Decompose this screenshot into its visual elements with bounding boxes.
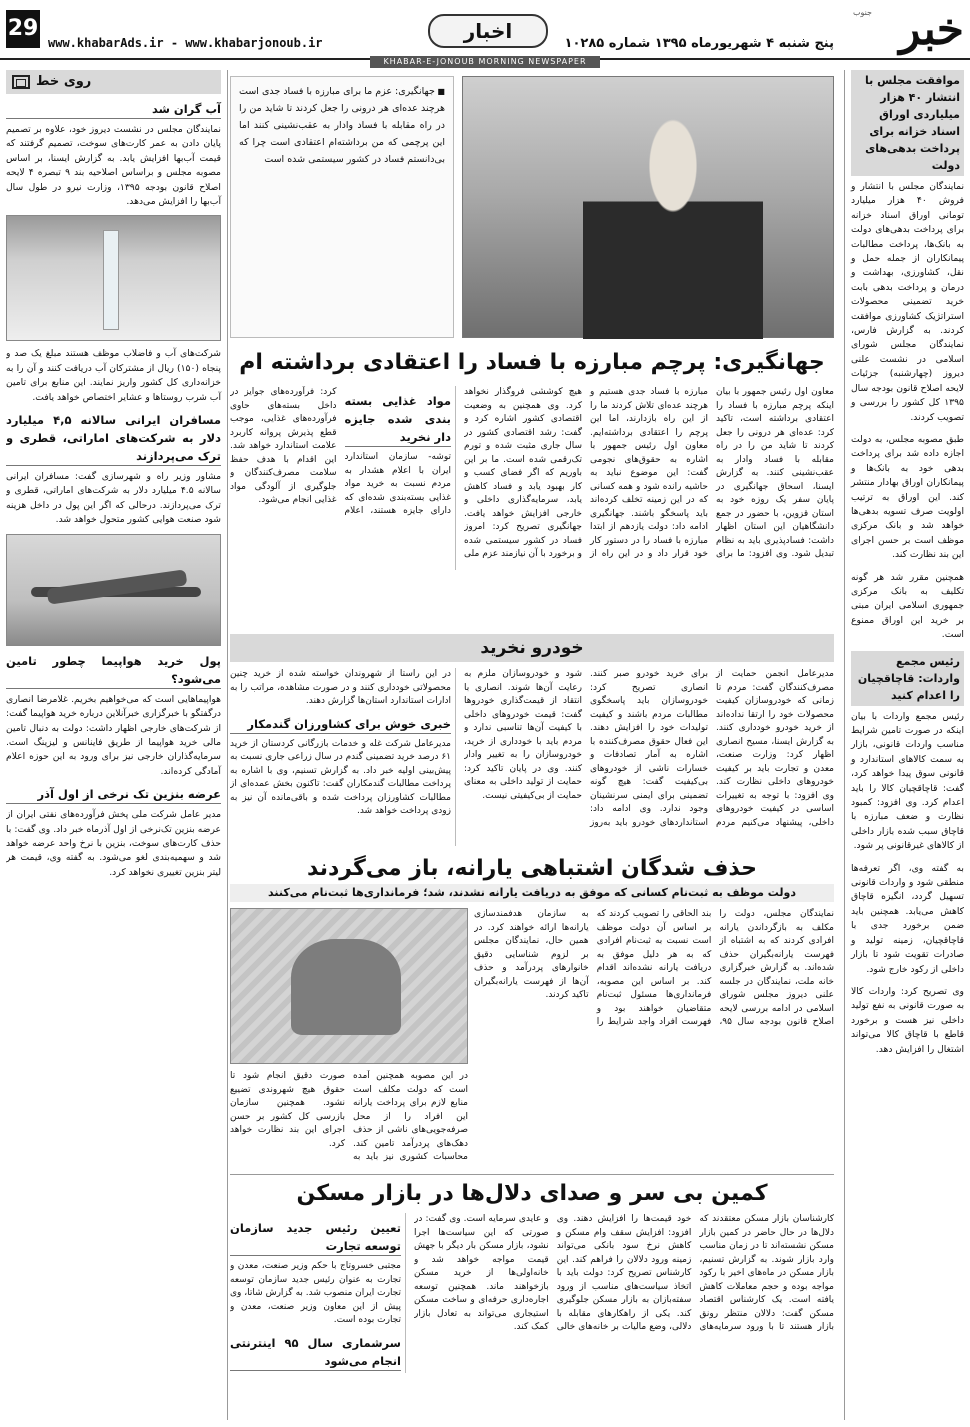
article-subheadline: دولت موظف به ثبت‌نام کسانی که موفق به دریافت یارانه نشدند، شد؛ فرمانداری‌ها ثبت‌نام می‌کنند <box>230 884 834 902</box>
article-body: مدیرعامل شرکت غله و خدمات بازرگانی کردستان از خرید ۶۱ درصد خرید تضمینی گندم در سال زراعی جاری نسبت به پیش‌بینی اولیه خبر داد. به گزارش تسنیم، وی با اشاره به پرداخت مطالبات گندمکاران گفت: تاکنون بخش عمده‌ای از مطالبات کشاورزان پرداخت شده و باقی‌مانده آن نیز به زودی پرداخت خواهد شد. <box>230 738 451 816</box>
article-body: طبق مصوبه مجلس، به دولت اجازه داده شد برای پرداخت بدهی خود به بانک‌ها و پیمانکاران اوراق بهادار منتشر کند. این اوراق به ترتیب اولویت صرف تسویه بدهی‌ها خواهد شد و بانک مرکزی موظف است بر حسن اجرای این بند نظارت کند. <box>851 433 964 561</box>
water-tap-photo[interactable] <box>6 215 221 341</box>
subsidy-photo[interactable] <box>230 908 468 1064</box>
article-body: وی تصریح کرد: واردات کالا به صورت قانونی به نفع تولید داخلی نیز هست و برخورد قاطع با قاچاق کالا می‌تواند اشتغال را افزایش دهد. <box>851 985 964 1055</box>
middle-column <box>230 70 834 1420</box>
article-headline-airlines[interactable]: مسافران ایرانی سالانه ۴,۵ میلیارد دلار به شرکت‌های اماراتی، قطری و ترک می‌پردازند <box>6 411 221 466</box>
article-headline-gasoline[interactable]: عرضه بنزین تک نرخی از اول آذر <box>6 785 221 804</box>
section-title: اخبار <box>428 14 548 48</box>
article-body: شرکت‌های آب و فاضلاب موظف هستند مبلغ یک صد و پنجاه (۱۵۰) ریال از مشترکان آب دریافت کنند و آن را به خزانه‌داری کل کشور واریز نمایند. این منابع برای تامین آب شرب روستاها و عشایر اختصاص خواهد یافت. <box>6 348 221 403</box>
article-headline-census[interactable]: سرشماری سال ۹۵ اینترنتی انجام می‌شود <box>230 1334 401 1371</box>
article-body: مدیر عامل شرکت ملی پخش فرآورده‌های نفتی ایران از عرضه بنزین تک‌نرخی از اول آذرماه خبر داد. وی گفت: با حذف کارت‌های سوخت، بنزین با نرخ واحد عرضه خواهد شد و سهمیه‌بندی لغو می‌شود. به گفته وی، قیمت هر لیتر بنزین تغییری نخواهد کرد. <box>6 809 221 878</box>
article-body: توشه- سازمان استاندارد ایران با اعلام هشدار به مردم نسبت به خرید مواد غذایی بسته‌بندی شده‌ای که دارای جایزه هستند، اعلام کرد: فرآورده‌های جوایز در داخل بسته‌های حاوی فرآورده‌های غذایی، موجب قطع پذیرش پروانه کاربرد علامت استاندارد خواهد شد. این اقدام با هدف حفظ سلامت مصرف‌کنندگان و جلوگیری از آلودگی مواد غذایی انجام می‌شود. <box>230 387 451 516</box>
article-body: به گفته وی، اگر تعرفه‌ها منطقی شود و واردات قانونی تسهیل گردد، انگیزه قاچاق کاهش می‌یابد. همچنین باید ضمن برخورد جدی با قاچاقچیان، زمینه تولید و صادرات تقویت شود تا بازار داخلی از رکود خارج شود. <box>851 862 964 975</box>
article-body: کارشناسان بازار مسکن معتقدند که دلال‌ها در حال حاضر در کمین بازار مسکن نشسته‌اند تا در زمان مناسب وارد بازار شوند. به گزارش تسنیم، بازار مسکن در ماه‌های اخیر با رکود مواجه بوده و حجم معاملات کاهش یافته است. یک کارشناس اقتصاد مسکن گفت: دلالان منتظر رونق بازار هستند تا با ورود سرمایه‌های خود قیمت‌ها را افزایش دهند. وی افزود: افزایش سقف وام مسکن و کاهش نرخ سود بانکی می‌تواند زمینه ورود دلالان را فراهم کند. این کارشناس تصریح کرد: دولت باید با اتخاذ سیاست‌های مناسب از ورود سفته‌بازان به بازار مسکن جلوگیری کند. یکی از راهکارهای مقابله با دلالی، وضع مالیات بر خانه‌های خالی و عایدی سرمایه است. وی گفت: در صورتی که این سیاست‌ها اجرا نشود، بازار مسکن بار دیگر با جهش قیمت مواجه خواهد شد و خانه‌اولی‌ها از خرید مسکن بازخواهند ماند. همچنین توسعه اجاره‌داری حرفه‌ای و ساخت مسکن استیجاری می‌تواند به تعادل بازار کمک کند. <box>414 1214 834 1332</box>
article-body: هواپیماهایی است که می‌خواهیم بخریم. غلامرضا انصاری درگفتگو با خبرگزاری خبرآنلاین درباره خرید هواپیما گفت: از شرکت‌های خارجی اظهار داشت: دولت به دنبال تامین مالی خرید هواپیما از طریق فاینانس و لیزینگ است. سرمایه‌گذاران خارجی نیز برای ورود به این حوزه اعلام آمادگی کرده‌اند. <box>6 693 221 777</box>
logo-text: خبر <box>899 4 964 55</box>
article-body: نمایندگان مجلس در نشست دیروز خود، علاوه بر تصمیم پایان دادن به عمر کارت‌های سوخت، تصمیم گرفتند که قیمت آب‌بها افزایش یابد. به گزارش ایسنا، بر اساس مصوبه مجلس و براساس اصلاحیه بند ۹ تبصره ۴ لایحه اصلاح قانون بودجه ۱۳۹۵، وزارت نیرو در طول سال آب‌بها را افزایش می‌دهد. <box>6 124 221 208</box>
article-headline-water[interactable]: آب گران شد <box>6 100 221 119</box>
lead-photo[interactable] <box>462 76 834 338</box>
page-number: 29 <box>6 10 40 48</box>
article-body: نمایندگان مجلس، دولت را مکلف به بازگرداندن یارانه افرادی کردند که به اشتباه از فهرست یارانه‌بگیران حذف شده‌اند. به گزارش خبرگزاری خانه ملت، نمایندگان در جلسه علنی دیروز مجلس شورای اسلامی در ادامه بررسی لایحه اصلاح قانون بودجه سال ۹۵، بند الحاقی را تصویب کردند که بر اساس آن دولت موظف است نسبت به ثبت‌نام افرادی که به هر دلیل موفق به دریافت یارانه نشده‌اند اقدام کند. بر اساس این مصوبه، فرمانداری‌ها مسئول ثبت‌نام متقاضیان خواهند بود و فهرست افراد واجد شرایط را به سازمان هدفمندسازی یارانه‌ها ارائه خواهند کرد. در همین حال، نمایندگان مجلس بر لزوم شناسایی دقیق خانوارهای پردرآمد و حذف آن‌ها از فهرست یارانه‌بگیران تاکید کردند. <box>474 909 834 1027</box>
lead-headline[interactable]: جهانگیری: پرچم مبارزه با فساد را اعتقادی برداشته ام <box>239 350 825 375</box>
mid-left-block-3 <box>230 1213 406 1373</box>
website-urls[interactable]: www.khabarAds.ir - www.khabarjonoub.ir <box>48 36 323 50</box>
section-label-text: روی خط <box>36 74 92 89</box>
article-headline-food[interactable]: مواد غذایی بسته بندی شده جایزه دار نخرید <box>345 392 452 447</box>
article-body: مدیرعامل انجمن حمایت از مصرف‌کنندگان گفت: مردم تا زمانی که خودروسازان کیفیت محصولات خود را ارتقا نداده‌اند از خرید خودرو خودداری کنند. به گزارش ایسنا، مسیح انصاری اظهار کرد: وزارت صنعت، معدن و تجارت باید بر کیفیت خودروهای داخلی نظارت کند. وی افزود: با توجه به تغییرات اساسی در کیفیت خودروهای داخلی، پیشنهاد می‌کنیم مردم برای خرید خودرو صبر کنند. انصاری تصریح کرد: خودروسازان باید پاسخگوی مطالبات مردم باشند و کیفیت تولیدات خود را افزایش دهند. این فعال حقوق مصرف‌کننده با اشاره به آمار تصادفات و خسارات ناشی از خودروهای بی‌کیفیت گفت: هیچ گونه تضمینی برای ایمنی سرنشینان وجود ندارد. وی ادامه داد: استانداردهای خودرو باید به‌روز شود و خودروسازان ملزم به رعایت آن‌ها شوند. انصاری با انتقاد از قیمت‌گذاری خودروها گفت: قیمت خودروهای داخلی با کیفیت آن‌ها تناسبی ندارد و مردم باید با خودداری از خرید، خودروسازان را به تغییر وادار کنند. وی در پایان تاکید کرد: حمایت از تولید داخلی به معنای حمایت از بی‌کیفیتی نیست. <box>464 669 834 828</box>
article-headline-cars[interactable]: خودرو نخرید <box>230 634 834 662</box>
section-label-rooykhat <box>6 70 221 94</box>
left-column <box>6 70 228 1420</box>
article-headline-trade[interactable]: تعیین رئیس جدید سازمان توسعه تجارت <box>230 1219 401 1256</box>
article-headline-wheat[interactable]: خبری خوش برای کشاورزان گندمکار <box>230 715 451 734</box>
logo-subtitle: جنوب <box>852 8 872 17</box>
speaker-figure <box>583 117 763 339</box>
article-body: رئیس مجمع واردات با بیان اینکه در صورت تامین شرایط مناسب واردات قانونی، بازار به سمت کالاهای استاندارد و قانونی سوق پیدا خواهد کرد، گفت: قاچاقچیان کالا را باید اعدام کرد. وی افزود: کمبود نظارت و ضعف مبارزه با قاچاق سبب شده بازار داخلی از کالاهای غیرقانونی پر شود. <box>851 710 964 852</box>
lead-body: معاون اول رئیس جمهور با بیان اینکه پرچم مبارزه با فساد را اعتقادی برداشته است، تاکید کرد: عده‌ای هر درونی را جعل کردند تا شاید من را در راه مقابله با فساد وادار به عقب‌نشینی کنند. به گزارش ایسنا، اسحاق جهانگیری در پایان سفر یک روزه خود به استان قزوین، با حضور در جمع دانشگاهیان این استان اظهار داشت: فسادپذیری باید به نظام تبدیل شود. وی افزود: ما برای مبارزه با فساد جدی هستیم و هرچند عده‌ای تلاش کردند ما را از این راه بازدارند، اما این پرچم را اعتقادی برداشته‌ایم. معاون اول رئیس جمهور با اشاره به حقوق‌های نجومی گفت: این موضوع نباید به حاشیه رانده شود و همه کسانی که در این زمینه تخلف کرده‌اند باید پاسخگو باشند. جهانگیری ادامه داد: دولت یازدهم از ابتدا مبارزه با فساد را در دستور کار خود قرار داد و در این راه از هیچ کوششی فروگذار نخواهد کرد. وی همچنین به وضعیت اقتصادی کشور اشاره کرد و گفت: رشد اقتصادی کشور در سال جاری مثبت شده و تورم تک‌رقمی شده است. ما بر این باوریم که اگر فضای کسب و کار بهبود یابد و فساد کاهش یابد، سرمایه‌گذاری داخلی و خارجی افزایش خواهد یافت. جهانگیری تصریح کرد: امروز فساد در کشور سیستمی شده و برخورد با آن نیازمند عزم ملی <box>464 387 834 559</box>
airplane-wing-figure <box>47 569 188 604</box>
water-stream-figure <box>103 230 119 330</box>
issue-line: پنج شنبه ۴ شهریورماه ۱۳۹۵ شماره ۱۰۲۸۵ <box>564 36 834 51</box>
photo-caption: ■ جهانگیری: عزم ما برای مبارزه با فساد جدی است هرچند عده‌ای هر درونی را جعل کردند تا شاید من را در راه مقابله با فساد وادار به عقب‌نشینی کنند اما این پرچمی که من برداشته‌ام اعتقادی است چرا که بی‌دانستم فساد در کشور سیستمی شده است <box>230 76 454 338</box>
subsidy-story <box>230 908 834 1166</box>
article-headline-subsidy[interactable]: حذف شدگان اشتباهی یارانه، باز می‌گردند <box>307 856 757 881</box>
article-headline-smuggling[interactable]: رئیس مجمع واردات: قاچاقچیان را اعدام کنید <box>851 651 964 706</box>
mid-left-lead-block <box>230 386 456 570</box>
article-body: در این مصوبه همچنین آمده است که دولت مکلف است منابع لازم برای پرداخت یارانه این افراد را از محل صرفه‌جویی‌های ناشی از حذف دهک‌های پردرآمد تامین کند. محاسبات کشوری نیز باید به صورت دقیق انجام شود تا حقوق هیچ شهروندی تضییع نشود. همچنین سازمان بازرسی کل کشور بر حسن اجرای این بند نظارت خواهد کرد. <box>230 1071 468 1162</box>
article-body: در این راستا از شهروندان خواسته شده از خرید چنین محصولاتی خودداری کنند و در صورت مشاهده، مراتب را به ادارات استاندارد استان‌ها گزارش دهند. <box>230 669 451 706</box>
right-column <box>844 70 964 1420</box>
mid-left-block-2 <box>230 668 456 846</box>
window-icon <box>12 75 30 89</box>
article-headline-housing[interactable]: کمین بی سر و صدای دلال‌ها در بازار مسکن <box>230 1174 834 1209</box>
article-body: مشاور وزیر راه و شهرسازی گفت: مسافران ایرانی سالانه ۴.۵ میلیارد دلار به شرکت‌های اماراتی، قطری و ترک می‌پردازند. درحالی که اگر این پول در داخل هزینه شود صنعت هوایی کشور متحول خواهد شد. <box>6 471 221 526</box>
article-headline-bonds[interactable]: موافقت مجلس با انتشار ۴۰ هزار میلیاردی اوراق اسناد خزانه برای پرداخت بدهی‌های دولت <box>851 70 964 176</box>
airplane-photo[interactable] <box>6 534 221 646</box>
newspaper-logo[interactable] <box>844 6 964 54</box>
article-headline-aircraft-purchase[interactable]: پول خرید هواپیما چطور تامین می‌شود؟ <box>6 652 221 689</box>
article-body: مجتبی خسروتاج با حکم وزیر صنعت، معدن و تجارت به عنوان رئیس جدید سازمان توسعه تجارت ایران منصوب شد. به گزارش شاتا، وی پیش از این معاون وزیر صنعت، معدن و تجارت بوده است. <box>230 1261 401 1325</box>
hand-figure <box>291 939 401 1035</box>
article-body: همچنین مقرر شد هر گونه تکلیف به بانک مرکزی جمهوری اسلامی ایران مبنی بر خرید این اوراق ممنوع است. <box>851 571 964 641</box>
masthead <box>0 0 970 66</box>
article-body: نمایندگان مجلس با انتشار و فروش ۴۰ هزار میلیارد تومانی اوراق اسناد خزانه برای پرداخت بدهی‌های دولت به بانک‌ها، پرداخت مطالبات پیمانکاران از جمله حمل و نقل، کشاورزی، بهداشت و درمان و پرداخت بدهی بابت خرید تضمینی محصولات استراتژیک کشاورزی موافقت کردند. به گزارش فارس، نمایندگان مجلس شورای اسلامی در نشست علنی دیروز (چهارشنبه) جزئیات لایحه اصلاح قانون بودجه سال ۱۳۹۵ کل کشور را بررسی و تصویب کردند. <box>851 181 964 423</box>
paper-name-strip: KHABAR-E-JONOUB MORNING NEWSPAPER <box>370 56 600 68</box>
